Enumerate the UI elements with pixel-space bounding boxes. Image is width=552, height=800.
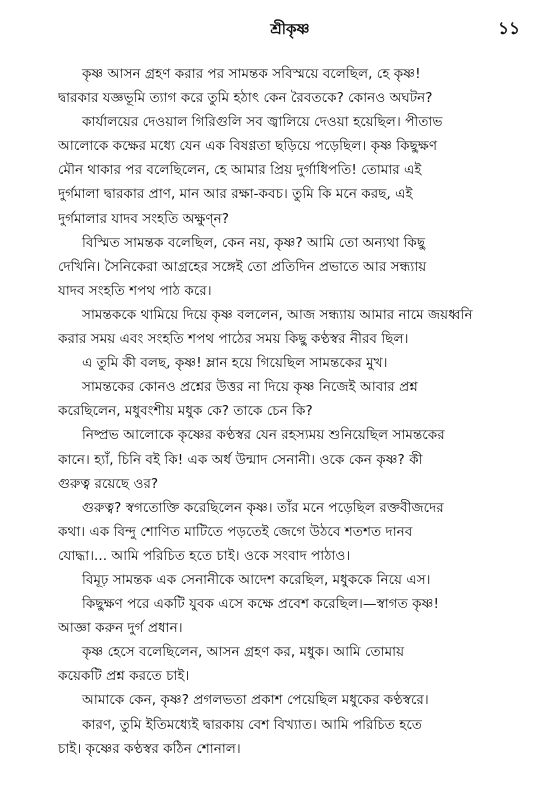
text-line: কয়েকটি প্রশ্ন করতে চাই। [58, 668, 190, 685]
text-line: সামন্তককে থামিয়ে দিয়ে কৃষ্ণ বললেন, আজ সন্ধ্যায় আমার নামে জয়ধ্বনি [82, 306, 473, 323]
text-line: মৌন থাকার পর বলেছিলেন, হে আমার প্রিয় দুর্গাধিপতি! তোমার এই [58, 162, 422, 179]
text-line: করার সময় এবং সংহতি শপথ পাঠের সময় কিছু কণ্ঠস্বর নীরব ছিল। [58, 331, 409, 348]
page-header [60, 16, 520, 42]
text-line: যাদব সংহতি শপথ পাঠ করে। [58, 282, 212, 299]
text-line: দুর্গমালা দ্বারকার প্রাণ, মান আর রক্ষা-কবচ। তুমি কি মনে করছ, এই [58, 186, 413, 203]
text-line: কিছুক্ষণ পরে একটি যুবক এসে কক্ষে প্রবেশ করেছিল।—স্বাগত কৃষ্ণ! [82, 596, 439, 613]
text-line: দ্বারকার যজ্ঞভূমি ত্যাগ করে তুমি হঠাৎ কেন রৈবতকে? কোনও অঘটন? [58, 90, 433, 107]
text-line: করেছিলেন, মধুবংশীয় মধুক কে? তাকে চেন কি? [58, 403, 313, 420]
text-line: আলোকে কক্ষের মধ্যে যেন এক বিষণ্ণতা ছড়িয়ে পড়েছিল। কৃষ্ণ কিছুক্ষণ [58, 138, 438, 155]
text-line: নিষ্প্রভ আলোকে কৃষ্ণের কণ্ঠস্বর যেন রহস্যময় শুনিয়েছিল সামন্তকের [82, 427, 445, 444]
text-line: আজ্ঞা করুন দুর্গ প্রধান। [58, 620, 183, 637]
text-line: গুরুত্ব? স্বগতোক্তি করেছিলেন কৃষ্ণ। তাঁর মনে পড়েছিল রক্তবীজদের [82, 499, 444, 516]
text-line: কথা। এক বিন্দু শোণিত মাটিতে পড়তেই জেগে উঠবে শতশত দানব [58, 523, 413, 540]
text-line: এ তুমি কী বলছ, কৃষ্ণ! ম্লান হয়ে গিয়েছিল সামন্তকের মুখ। [82, 355, 388, 372]
text-line: কানে। হ্যাঁ, চিনি বই কি! এক অর্ধ উন্মাদ সেনানী। ওকে কেন কৃষ্ণ? কী [58, 451, 423, 468]
page-number: ১১ [497, 19, 520, 39]
text-line: যোদ্ধা।... আমি পরিচিত হতে চাই। ওকে সংবাদ পাঠাও। [58, 547, 351, 564]
text-line: কার্যালয়ের দেওয়াল গিরিগুলি সব জ্বালিয়ে দেওয়া হয়েছিল। পীতাভ [82, 114, 443, 131]
text-line: কৃষ্ণ আসন গ্রহণ করার পর সামন্তক সবিস্ময়ে বলেছিল, হে কৃষ্ণ! [82, 66, 421, 82]
text-line: দেখিনি। সৈনিকেরা আগ্রহের সঙ্গেই তো প্রতিদিন প্রভাতে আর সন্ধ্যায় [58, 258, 427, 275]
text-line: আমাকে কেন, কৃষ্ণ? প্রগলভতা প্রকাশ পেয়েছিল মধুকের কণ্ঠস্বরে। [82, 692, 429, 709]
text-line: চাই। কৃষ্ণের কণ্ঠস্বর কঠিন শোনাল। [58, 740, 241, 757]
text-line: বিমূঢ় সামন্তক এক সেনানীকে আদেশ করেছিল, মধুককে নিয়ে এস। [82, 571, 431, 588]
text-line: কারণ, তুমি ইতিমধ্যেই দ্বারকায় বেশ বিখ্যাত। আমি পরিচিত হতে [82, 716, 423, 733]
text-line: গুরুত্ব রয়েছে ওর? [58, 475, 159, 492]
text-line: কৃষ্ণ হেসে বলেছিলেন, আসন গ্রহণ কর, মধুক। আমি তোমায় [82, 644, 405, 661]
body-text [58, 62, 524, 761]
running-title: শ্রীকৃষ্ণ [270, 20, 310, 38]
text-line: সামন্তকের কোনও প্রশ্নের উত্তর না দিয়ে কৃষ্ণ নিজেই আবার প্রশ্ন [82, 379, 418, 396]
text-line: দুর্গমালার যাদব সংহতি অক্ষুণ্ন? [58, 210, 229, 227]
text-line: বিস্মিত সামন্তক বলেছিল, কেন নয়, কৃষ্ণ? আমি তো অন্যথা কিছু [82, 234, 426, 251]
